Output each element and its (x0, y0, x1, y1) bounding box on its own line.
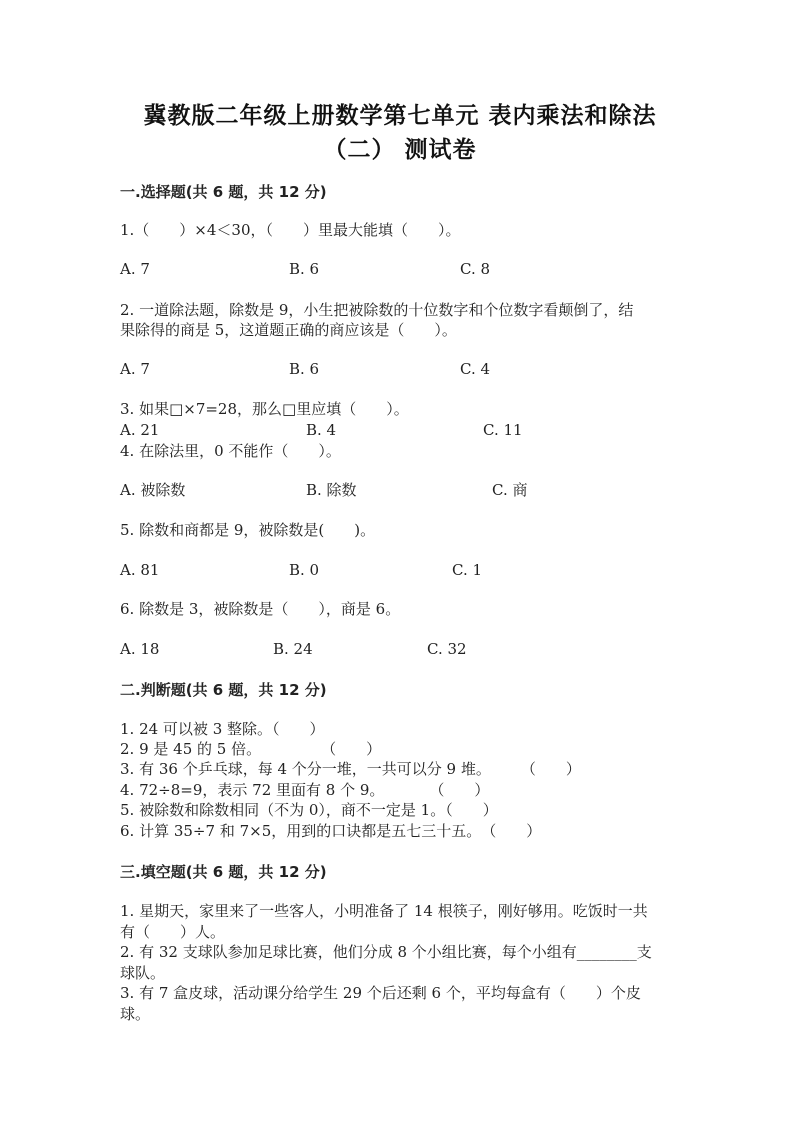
option-c: C. 11 (483, 421, 523, 439)
section-heading-choice: 一.选择题(共 6 题，共 12 分) (120, 183, 327, 201)
option-b: B. 6 (289, 360, 320, 378)
question-text: 5. 除数和商都是 9，被除数是( )。 (120, 521, 376, 539)
option-a: A. 18 (120, 640, 160, 658)
option-c: C. 商 (492, 481, 528, 499)
judgement-item: 6. 计算 35÷7 和 7×5，用到的口诀都是五七三十五。 （ ） (120, 822, 542, 840)
section-heading-judgement: 二.判断题(共 6 题，共 12 分) (120, 681, 327, 699)
judgement-item: 3. 有 36 个乒乓球，每 4 个分一堆，一共可以分 9 堆。 （ ） (120, 760, 581, 778)
option-b: B. 24 (273, 640, 313, 658)
option-a: A. 7 (120, 360, 150, 378)
fill-blank-line: 有（ ）人。 (120, 923, 226, 941)
judgement-item: 5. 被除数和除数相同（不为 0），商不一定是 1。（ ） (120, 801, 498, 819)
section-heading-fill-blank: 三.填空题(共 6 题，共 12 分) (120, 863, 327, 881)
fill-blank-line: 1. 星期天，家里来了一些客人，小明准备了 14 根筷子，刚好够用。吃饭时一共 (120, 902, 648, 920)
question-text: 2. 一道除法题，除数是 9，小生把被除数的十位数字和个位数字看颠倒了，结 (120, 301, 634, 319)
option-b: B. 4 (306, 421, 337, 439)
fill-blank-line: 2. 有 32 支球队参加足球比赛，他们分成 8 个小组比赛，每个小组有________支 (120, 943, 652, 961)
option-b: B. 0 (289, 561, 320, 579)
option-c: C. 4 (460, 360, 491, 378)
question-text: 3. 如果□×7=28，那么□里应填（ ）。 (120, 400, 409, 418)
fill-blank-line: 球队。 (120, 964, 166, 982)
fill-blank-line: 3. 有 7 盒皮球，活动课分给学生 29 个后还剩 6 个，平均每盒有（ ）个皮 (120, 984, 641, 1002)
judgement-item: 1. 24 可以被 3 整除。（ ） (120, 720, 325, 738)
option-c: C. 32 (427, 640, 467, 658)
judgement-item: 2. 9 是 45 的 5 倍。 （ ） (120, 740, 382, 758)
option-a: A. 21 (120, 421, 160, 439)
exam-title-line1: 冀教版二年级上册数学第七单元 表内乘法和除法 (143, 103, 657, 129)
judgement-item: 4. 72÷8=9，表示 72 里面有 8 个 9。 （ ） (120, 781, 490, 799)
question-text: 6. 除数是 3，被除数是（ ），商是 6。 (120, 600, 401, 618)
fill-blank-line: 球。 (120, 1005, 151, 1023)
question-text: 1.（ ）×4＜30，（ ）里最大能填（ ）。 (120, 221, 461, 239)
option-b: B. 除数 (306, 481, 357, 499)
option-a: A. 7 (120, 260, 150, 278)
option-b: B. 6 (289, 260, 320, 278)
exam-title-line2: （二） 测试卷 (323, 137, 477, 163)
option-c: C. 1 (452, 561, 483, 579)
question-text: 4. 在除法里，0 不能作（ ）。 (120, 442, 341, 460)
question-text: 果除得的商是 5，这道题正确的商应该是（ ）。 (120, 321, 457, 339)
option-a: A. 81 (120, 561, 160, 579)
option-c: C. 8 (460, 260, 491, 278)
option-a: A. 被除数 (120, 481, 186, 499)
